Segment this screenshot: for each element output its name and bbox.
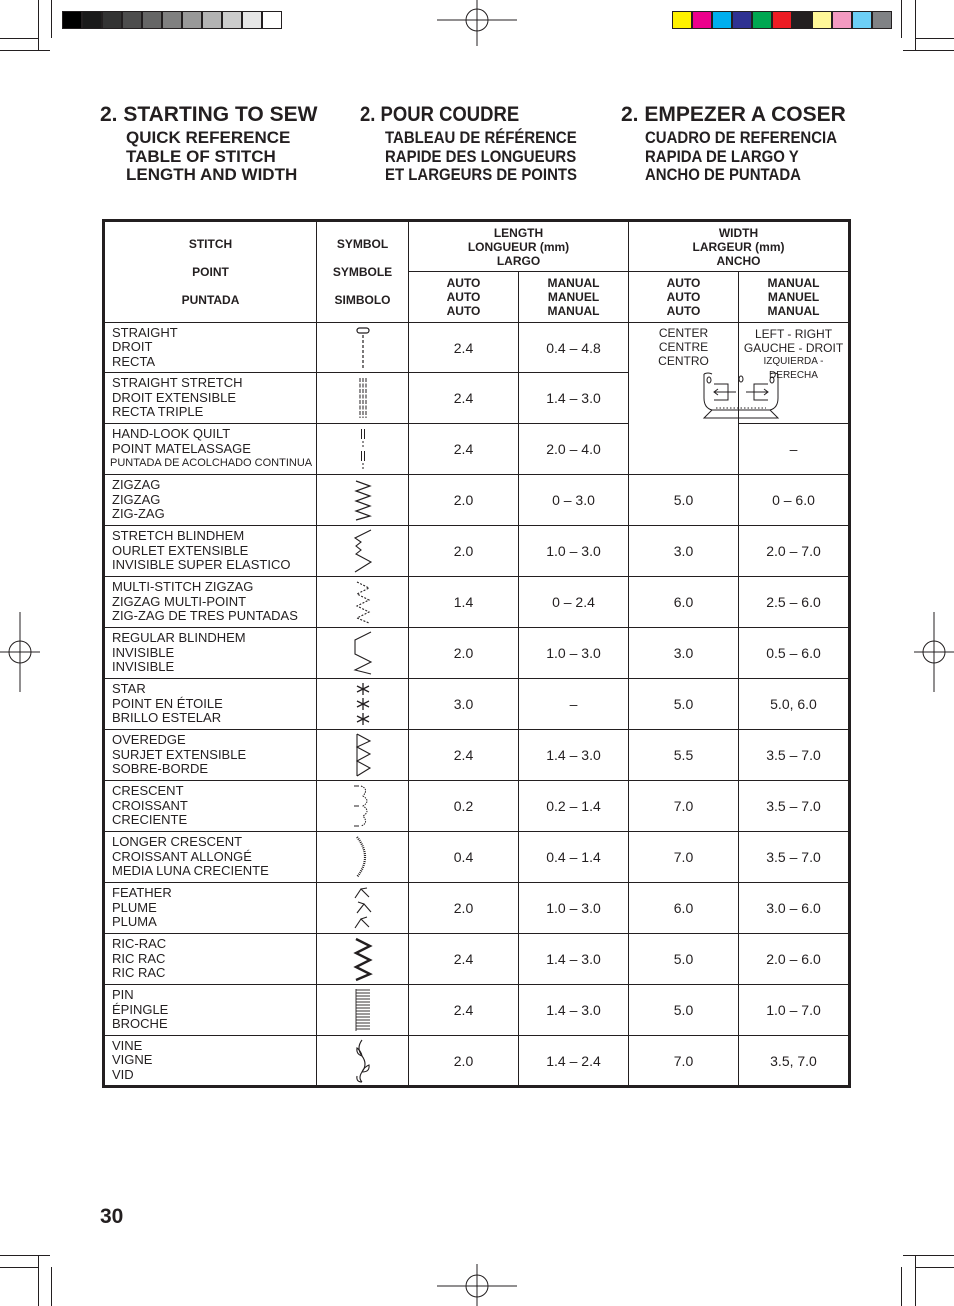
stitch-name-line: MEDIA LUNA CRECIENTE: [112, 863, 269, 879]
color-swatch: [792, 11, 812, 29]
length-auto: 0.2: [409, 781, 519, 832]
table-row: [104, 577, 850, 628]
width-auto: 5.0: [629, 475, 739, 526]
multi-stitch-zigzag-icon: [353, 580, 373, 624]
header-label: AUTO: [446, 304, 481, 318]
heading-french: 2. POUR COUDRE: [360, 103, 520, 126]
width-auto: 5.0: [629, 934, 739, 985]
longer-crescent-stitch-icon: [351, 834, 375, 880]
length-auto: 2.4: [409, 730, 519, 781]
stitch-name: [104, 832, 317, 883]
crop-mark: [915, 38, 954, 39]
stitch-name: [104, 475, 317, 526]
lr-note-line: LEFT - RIGHT: [754, 327, 833, 341]
stitch-name-line: INVISIBLE: [112, 659, 175, 675]
subheading-line: QUICK REFERENCE: [126, 128, 291, 147]
stitch-name-line: STAR: [112, 681, 146, 697]
stitch-name-line: RECTA TRIPLE: [112, 404, 204, 420]
stitch-symbol: [317, 628, 409, 679]
table-row: [104, 1036, 850, 1087]
subheading-line: ET LARGEURS DE POINTS: [385, 165, 578, 184]
length-manual: 1.4 – 3.0: [519, 730, 629, 781]
width-auto: 7.0: [629, 781, 739, 832]
width-auto: 5.0: [629, 679, 739, 730]
stretch-blindhem-stitch-icon: [352, 528, 374, 574]
width-manual: 2.0 – 6.0: [739, 934, 850, 985]
stitch-name-line: CRECIENTE: [112, 812, 188, 828]
lr-note-line: GAUCHE - DROIT: [743, 341, 844, 355]
stitch-name-line: ZIG-ZAG: [112, 506, 165, 522]
color-swatch: [872, 11, 892, 29]
color-swatch: [672, 11, 692, 29]
width-auto: 6.0: [629, 577, 739, 628]
length-manual: 2.0 – 4.0: [519, 424, 629, 475]
length-auto: 2.0: [409, 526, 519, 577]
width-auto: 3.0: [629, 526, 739, 577]
color-swatch: [162, 11, 182, 29]
subheading-line: LENGTH AND WIDTH: [126, 165, 298, 184]
width-manual: 3.0 – 6.0: [739, 883, 850, 934]
stitch-name: [104, 424, 317, 475]
width-manual: 2.5 – 6.0: [739, 577, 850, 628]
stitch-name: [104, 628, 317, 679]
width-auto: 7.0: [629, 832, 739, 883]
length-auto: 0.4: [409, 832, 519, 883]
color-swatch: [102, 11, 122, 29]
color-swatch: [82, 11, 102, 29]
subheading-line: TABLEAU DE RÉFÉRENCE: [385, 128, 577, 147]
stitch-symbol: [317, 679, 409, 730]
header-label: AUTO: [666, 290, 701, 304]
length-auto: 2.0: [409, 1036, 519, 1087]
header-label: MANUEL: [767, 290, 820, 304]
color-swatch: [832, 11, 852, 29]
crop-mark: [0, 50, 50, 51]
width-manual: 3.5 – 7.0: [739, 730, 850, 781]
subheading-spanish: [645, 129, 837, 185]
table-row: [104, 475, 850, 526]
header-label: MANUAL: [547, 276, 600, 290]
header-label: LARGO: [496, 253, 541, 268]
stitch-name-line: LONGER CRESCENT: [112, 834, 243, 850]
stitch-name-line: REGULAR BLINDHEM: [112, 630, 246, 646]
stitch-symbol: [317, 985, 409, 1036]
hand-look-quilt-stitch-icon: [353, 427, 373, 471]
stitch-name-line: PIN: [112, 987, 134, 1003]
zigzag-stitch-icon: [353, 478, 373, 522]
stitch-name: [104, 679, 317, 730]
stitch-name-line: STRAIGHT STRETCH: [112, 375, 243, 391]
header-symbol: [317, 221, 409, 323]
overedge-stitch-icon: [353, 732, 373, 778]
color-swatch: [712, 11, 732, 29]
width-auto: 5.5: [629, 730, 739, 781]
length-auto: 2.4: [409, 985, 519, 1036]
stitch-name: [104, 323, 317, 373]
crop-mark: [51, 1267, 52, 1306]
crop-mark: [0, 38, 38, 39]
width-auto: 7.0: [629, 1036, 739, 1087]
header-label: POINT: [192, 265, 229, 279]
width-manual-dash: –: [739, 424, 850, 475]
length-manual: 1.0 – 3.0: [519, 526, 629, 577]
length-auto: 1.4: [409, 577, 519, 628]
length-manual: 0 – 3.0: [519, 475, 629, 526]
header-label: AUTO: [666, 276, 701, 290]
stitch-name-line: INVISIBLE: [112, 644, 175, 660]
feather-stitch-icon: [352, 885, 374, 931]
subheading-line: TABLE OF STITCH: [126, 146, 276, 166]
center-note-line: CENTRE: [658, 340, 709, 354]
color-swatch: [142, 11, 162, 29]
table-row: [104, 781, 850, 832]
stitch-name: [104, 883, 317, 934]
color-swatch: [222, 11, 242, 29]
ric-rac-stitch-icon: [352, 936, 374, 982]
width-auto: 3.0: [629, 628, 739, 679]
length-manual: 0 – 2.4: [519, 577, 629, 628]
stitch-name: [104, 373, 317, 424]
crop-mark: [0, 1255, 50, 1256]
crop-mark: [901, 1267, 902, 1306]
stitch-symbol: [317, 526, 409, 577]
stitch-name-line: SURJET EXTENSIBLE: [112, 746, 247, 762]
color-swatch: [262, 11, 282, 29]
width-manual: 3.5 – 7.0: [739, 832, 850, 883]
subheading-french: [385, 129, 577, 185]
stitch-name-line: DROIT EXTENSIBLE: [112, 389, 237, 405]
stitch-name-line: POINT EN ÉTOILE: [112, 695, 223, 711]
stitch-name: [104, 985, 317, 1036]
length-auto: 2.4: [409, 323, 519, 373]
header-label: LARGEUR (mm): [692, 239, 785, 254]
color-swatch: [752, 11, 772, 29]
table-row: [104, 323, 850, 373]
color-swatch: [62, 11, 82, 29]
heading-english: 2. STARTING TO SEW: [100, 103, 318, 126]
length-manual: 1.4 – 3.0: [519, 985, 629, 1036]
header-label: MANUAL: [767, 276, 820, 290]
registration-mark-right: [914, 612, 954, 692]
length-auto: 2.0: [409, 883, 519, 934]
length-auto: 2.4: [409, 934, 519, 985]
stitch-name-line: DROIT: [112, 339, 153, 355]
table-row: [104, 934, 850, 985]
length-manual: 1.0 – 3.0: [519, 883, 629, 934]
lr-note-line: IZQUIERDA - DERECHA: [763, 356, 824, 381]
width-manual: 1.0 – 7.0: [739, 985, 850, 1036]
presser-foot-icon: [700, 370, 782, 422]
stitch-name-line: ZIG-ZAG DE TRES PUNTADAS: [112, 608, 298, 624]
center-note-line: CENTER: [658, 326, 709, 340]
length-manual: 0.4 – 4.8: [519, 323, 629, 373]
header-width-auto: [629, 272, 739, 323]
crop-mark: [903, 50, 954, 51]
registration-mark-bottom: [437, 1264, 517, 1306]
header-label: MANUEL: [547, 290, 600, 304]
stitch-name-line: ZIGZAG: [112, 477, 161, 493]
header-width: [629, 221, 850, 272]
stitch-name: [104, 526, 317, 577]
color-swatch: [242, 11, 262, 29]
regular-blindhem-stitch-icon: [352, 630, 374, 676]
crop-mark: [903, 1255, 954, 1256]
stitch-symbol: [317, 781, 409, 832]
stitch-name: [104, 934, 317, 985]
stitch-name-line: VINE: [112, 1037, 143, 1053]
length-manual: 0.2 – 1.4: [519, 781, 629, 832]
stitch-symbol: [317, 883, 409, 934]
stitch-name-line: SOBRE-BORDE: [112, 761, 209, 777]
length-auto: 2.0: [409, 475, 519, 526]
header-length-auto: [409, 272, 519, 323]
stitch-name: [104, 577, 317, 628]
length-manual: 1.0 – 3.0: [519, 628, 629, 679]
stitch-name: [104, 1036, 317, 1087]
stitch-name-line: RIC RAC: [112, 950, 166, 966]
length-manual: 1.4 – 3.0: [519, 373, 629, 424]
stitch-name-line: RIC RAC: [112, 965, 166, 981]
stitch-name-line: ÉPINGLE: [112, 1001, 169, 1017]
stitch-name-line: CROISSANT ALLONGÉ: [112, 848, 252, 864]
stitch-name-line: PUNTADA DE ACOLCHADO CONTINUA: [110, 457, 313, 470]
table-row: [104, 679, 850, 730]
length-manual: 1.4 – 2.4: [519, 1036, 629, 1087]
color-swatch: [182, 11, 202, 29]
vine-stitch-icon: [352, 1038, 374, 1084]
crop-mark: [38, 1255, 39, 1306]
header-length: [409, 221, 629, 272]
stitch-name-line: BROCHE: [112, 1016, 168, 1032]
stitch-name-line: INVISIBLE SUPER ELASTICO: [112, 557, 291, 573]
subheading-line: RAPIDE DES LONGUEURS: [385, 146, 577, 166]
stitch-name: [104, 781, 317, 832]
stitch-name-line: PLUME: [112, 899, 157, 915]
page-number: 30: [100, 1205, 124, 1228]
stitch-symbol: [317, 934, 409, 985]
stitch-symbol: [317, 832, 409, 883]
crop-mark: [915, 1267, 954, 1268]
width-manual: 2.0 – 7.0: [739, 526, 850, 577]
color-swatch: [202, 11, 222, 29]
straight-stretch-stitch-icon: [353, 376, 373, 420]
subheading-line: ANCHO DE PUNTADA: [645, 165, 801, 184]
stitch-symbol: [317, 373, 409, 424]
header-label: LONGUEUR (mm): [467, 239, 570, 254]
stitch-name-line: VIGNE: [112, 1052, 153, 1068]
stitch-name-line: STRETCH BLINDHEM: [112, 528, 245, 544]
header-label: AUTO: [666, 304, 701, 318]
width-manual: 3.5 – 7.0: [739, 781, 850, 832]
header-label: MANUAL: [547, 304, 600, 318]
crop-mark: [51, 0, 52, 38]
header-length-manual: [519, 272, 629, 323]
stitch-name-line: OVEREDGE: [112, 732, 186, 748]
crescent-stitch-icon: [351, 783, 375, 829]
length-auto: 2.0: [409, 628, 519, 679]
straight-stitch-icon: [353, 326, 373, 370]
width-manual: 0.5 – 6.0: [739, 628, 850, 679]
width-manual: 3.5, 7.0: [739, 1036, 850, 1087]
stitch-symbol: [317, 577, 409, 628]
stitch-name-line: CRESCENT: [112, 783, 184, 799]
star-stitch-icon: [353, 681, 373, 727]
stitch-name-line: STRAIGHT: [112, 324, 178, 340]
stitch-name-line: VID: [112, 1066, 134, 1082]
registration-mark-left: [0, 612, 40, 692]
stitch-name-line: ZIGZAG: [112, 491, 161, 507]
width-manual: 0 – 6.0: [739, 475, 850, 526]
stitch-name-line: MULTI-STITCH ZIGZAG: [112, 579, 254, 595]
length-auto: 3.0: [409, 679, 519, 730]
width-manual: 5.0, 6.0: [739, 679, 850, 730]
stitch-name-line: POINT MATELASSAGE: [112, 440, 251, 456]
length-manual: –: [519, 679, 629, 730]
width-auto: 5.0: [629, 985, 739, 1036]
table-row: [104, 424, 850, 475]
stitch-name: [104, 730, 317, 781]
registration-mark-top: [437, 0, 517, 46]
stitch-name-line: CROISSANT: [112, 797, 188, 813]
color-swatch: [732, 11, 752, 29]
subheading-line: CUADRO DE REFERENCIA: [645, 128, 838, 147]
crop-mark: [0, 1267, 38, 1268]
header-label: STITCH: [188, 237, 233, 251]
table-row: [104, 526, 850, 577]
crop-mark: [38, 0, 39, 50]
stitch-name-line: ZIGZAG MULTI-POINT: [112, 593, 247, 609]
stitch-reference-table: [102, 219, 851, 1088]
header-label: SIMBOLO: [334, 293, 391, 307]
header-label: SYMBOLE: [332, 265, 393, 279]
color-swatch: [812, 11, 832, 29]
length-manual: 1.4 – 3.0: [519, 934, 629, 985]
table-row: [104, 985, 850, 1036]
header-label: LENGTH: [493, 225, 544, 240]
stitch-symbol: [317, 730, 409, 781]
stitch-name-line: FEATHER: [112, 885, 172, 901]
length-manual: 0.4 – 1.4: [519, 832, 629, 883]
table-header-row: [104, 221, 850, 272]
header-width-manual: [739, 272, 850, 323]
crop-mark: [915, 1255, 916, 1306]
header-label: PUNTADA: [181, 293, 240, 307]
stitch-symbol: [317, 424, 409, 475]
stitch-name-line: PLUMA: [112, 914, 157, 930]
stitch-name-line: HAND-LOOK QUILT: [112, 426, 231, 442]
crop-mark: [901, 0, 902, 38]
table-row: [104, 832, 850, 883]
table-row: [104, 883, 850, 934]
heading-spanish: 2. EMPEZER A COSER: [621, 103, 846, 126]
subheading-line: RAPIDA DE LARGO Y: [645, 146, 799, 166]
header-label: AUTO: [446, 276, 481, 290]
color-swatch: [852, 11, 872, 29]
header-label: AUTO: [446, 290, 481, 304]
stitch-name-line: BRILLO ESTELAR: [112, 710, 222, 726]
table-row: [104, 730, 850, 781]
subheading-english: [126, 129, 297, 185]
header-label: MANUAL: [767, 304, 820, 318]
stitch-name-line: RIC-RAC: [112, 936, 167, 952]
crop-mark: [915, 0, 916, 50]
center-note-line: CENTRO: [658, 354, 709, 368]
stitch-name-line: OURLET EXTENSIBLE: [112, 542, 249, 558]
header-label: WIDTH: [718, 225, 759, 240]
color-swatch: [122, 11, 142, 29]
stitch-name-line: RECTA: [112, 353, 156, 369]
header-label: SYMBOL: [336, 237, 389, 251]
pin-stitch-icon: [352, 987, 374, 1033]
header-label: ANCHO: [716, 253, 761, 268]
color-swatch: [772, 11, 792, 29]
length-auto: 2.4: [409, 424, 519, 475]
stitch-symbol: [317, 1036, 409, 1087]
header-stitch: [104, 221, 317, 323]
table-row: [104, 628, 850, 679]
length-auto: 2.4: [409, 373, 519, 424]
stitch-symbol: [317, 475, 409, 526]
color-swatch: [692, 11, 712, 29]
width-auto: 6.0: [629, 883, 739, 934]
stitch-symbol: [317, 323, 409, 373]
